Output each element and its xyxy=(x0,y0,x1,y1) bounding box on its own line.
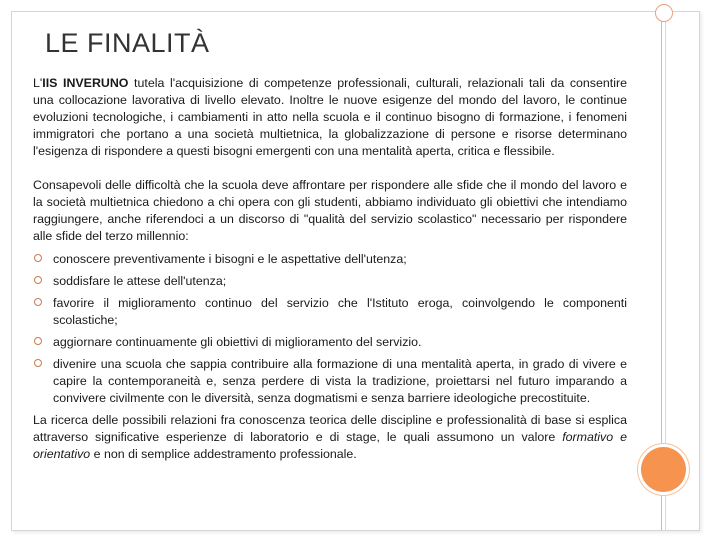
goals-list xyxy=(33,251,627,407)
list-item xyxy=(33,251,627,268)
slide-content xyxy=(33,75,627,463)
closing-text-after: e non di semplice addestramento professionale. xyxy=(90,447,357,461)
decorative-circle-outline xyxy=(655,4,673,22)
list-item xyxy=(33,273,627,290)
intro-paragraph xyxy=(33,75,627,160)
goal-text: favorire il miglioramento continuo del servizio che l'Istituto eroga, coinvolgendo le componenti scolastiche; xyxy=(53,296,627,327)
closing-italic-text: formativo e orientativo xyxy=(33,430,627,461)
circle-bullet-icon xyxy=(34,298,42,306)
circle-bullet-icon xyxy=(34,276,42,284)
closing-paragraph xyxy=(33,412,627,463)
goal-text: soddisfare le attese dell'utenza; xyxy=(53,274,227,288)
circle-bullet-icon xyxy=(34,254,42,262)
list-item xyxy=(33,334,627,351)
list-item xyxy=(33,356,627,407)
slide-title: LE FINALITÀ xyxy=(45,28,210,58)
circle-bullet-icon xyxy=(34,359,42,367)
decorative-circle-filled xyxy=(641,447,686,492)
intro-text: tutela l'acquisizione di competenze professionali, culturali, relazionali tali da consentire una collocazione lavorativa di livello elevato. Inoltre le nuove esigenze del mondo del lavoro, le continue evoluzioni tecnologiche, i cambiamenti in atto nella scuola e il continuo bisogno di formazione, i fenomeni immigratori che portano a una società multietnica, la globalizzazione di persone e risorse determinano l'esigenza di rispondere a questi bisogni emergenti con una mentalità aperta, critica e flessibile. xyxy=(33,76,627,158)
goal-text: aggiornare continuamente gli obiettivi di miglioramento del servizio. xyxy=(53,335,422,349)
school-name: IIS INVERUNO xyxy=(42,76,129,90)
list-item xyxy=(33,295,627,329)
school-prefix: L' xyxy=(33,76,43,90)
closing-text-before: La ricerca delle possibili relazioni fra conoscenza teorica delle discipline e professionalità di base si esplica attraverso significative esperienze di laboratorio e di stage, le quali assumono un valore xyxy=(33,413,627,444)
circle-bullet-icon xyxy=(34,337,42,345)
goal-text: divenire una scuola che sappia contribuire alla formazione di una mentalità aperta, in grado di vivere e capire la contemporaneità e, senza perdere di vista la tradizione, proiettarsi nel futuro imparando a convivere civilmente con le diversità, senza dogmatismi e senza barriere ideologiche precostituite. xyxy=(53,357,627,405)
goal-text: conoscere preventivamente i bisogni e le aspettative dell'utenza; xyxy=(53,252,407,266)
goals-intro-paragraph: Consapevoli delle difficoltà che la scuola deve affrontare per rispondere alle sfide che il mondo del lavoro e la società multietnica chiedono a chi opera con gli studenti, abbiamo individuato gli obiettivi che intendiamo raggiungere, anche riferendoci a un discorso di "qualità del servizio scolastico" necessario per rispondere alle sfide del terzo millennio: xyxy=(33,178,627,243)
